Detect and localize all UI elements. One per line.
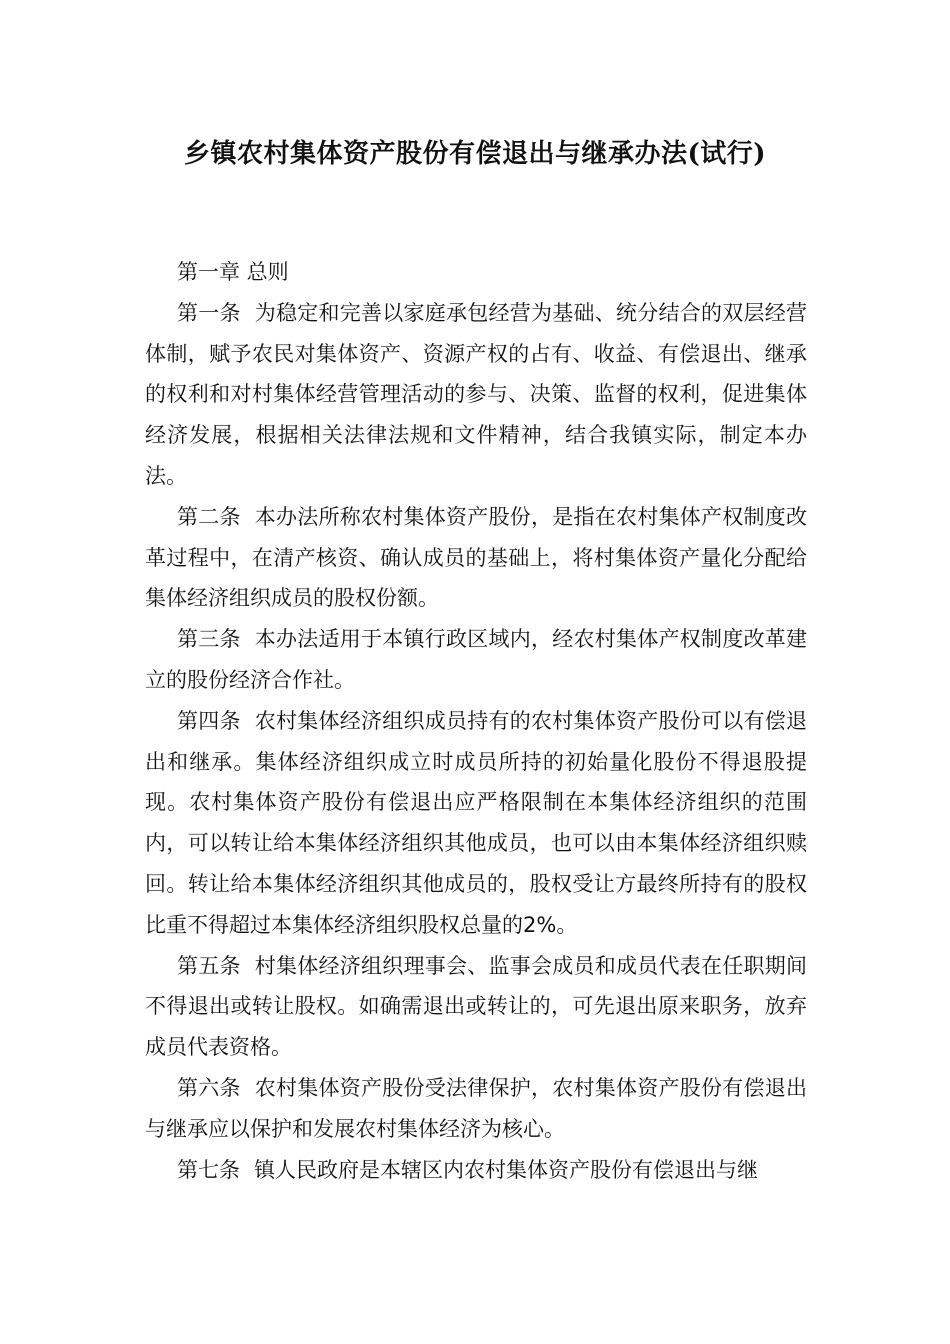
chapter-heading: 第一章 总则 <box>177 260 289 284</box>
document-body <box>145 252 807 1190</box>
article-1-label: 第一条 <box>177 300 241 325</box>
article-3 <box>145 619 807 701</box>
document-title: 乡镇农村集体资产股份有偿退出与继承办法(试行) <box>183 139 767 169</box>
article-3-label: 第三条 <box>177 627 241 652</box>
article-5 <box>145 946 807 1068</box>
article-7 <box>145 1150 807 1191</box>
article-5-text: 村集体经济组织理事会、监事会成员和成员代表在任职期间不得退出或转让股权。如确需退出或转让的，可先退出原来职务，放弃成员代表资格。 <box>145 953 807 1060</box>
article-6 <box>145 1068 807 1150</box>
article-1-text: 为稳定和完善以家庭承包经营为基础、统分结合的双层经营体制，赋予农民对集体资产、资源产权的占有、收益、有偿退出、继承的权利和对村集体经营管理活动的参与、决策、监督的权利，促进集体经济发展，根据相关法律法规和文件精神，结合我镇实际，制定本办法。 <box>145 300 807 488</box>
article-4 <box>145 701 807 946</box>
article-2-text: 本办法所称农村集体资产股份，是指在农村集体产权制度改革过程中，在清产核资、确认成员的基础上，将村集体资产量化分配给集体经济组织成员的股权份额。 <box>145 504 807 611</box>
article-7-text: 镇人民政府是本辖区内农村集体资产股份有偿退出与继 <box>254 1157 758 1182</box>
article-4-text: 农村集体经济组织成员持有的农村集体资产股份可以有偿退出和继承。集体经济组织成立时成员所持的初始量化股份不得退股提现。农村集体资产股份有偿退出应严格限制在本集体经济组织的范围内，可以转让给本集体经济组织其他成员，也可以由本集体经济组织赎回。转让给本集体经济组织其他成员的，股权受让方最终所持有的股权比重不得超过本集体经济组织股权总量的2%。 <box>145 708 807 937</box>
article-3-text: 本办法适用于本镇行政区域内，经农村集体产权制度改革建立的股份经济合作社。 <box>145 627 807 692</box>
article-5-label: 第五条 <box>177 953 241 978</box>
article-6-label: 第六条 <box>177 1075 241 1100</box>
article-2-label: 第二条 <box>177 504 241 529</box>
article-1 <box>145 293 807 497</box>
article-4-label: 第四条 <box>177 708 241 733</box>
article-6-text: 农村集体资产股份受法律保护，农村集体资产股份有偿退出与继承应以保护和发展农村集体经济为核心。 <box>145 1075 807 1141</box>
article-2 <box>145 497 807 619</box>
article-7-label: 第七条 <box>177 1157 240 1182</box>
